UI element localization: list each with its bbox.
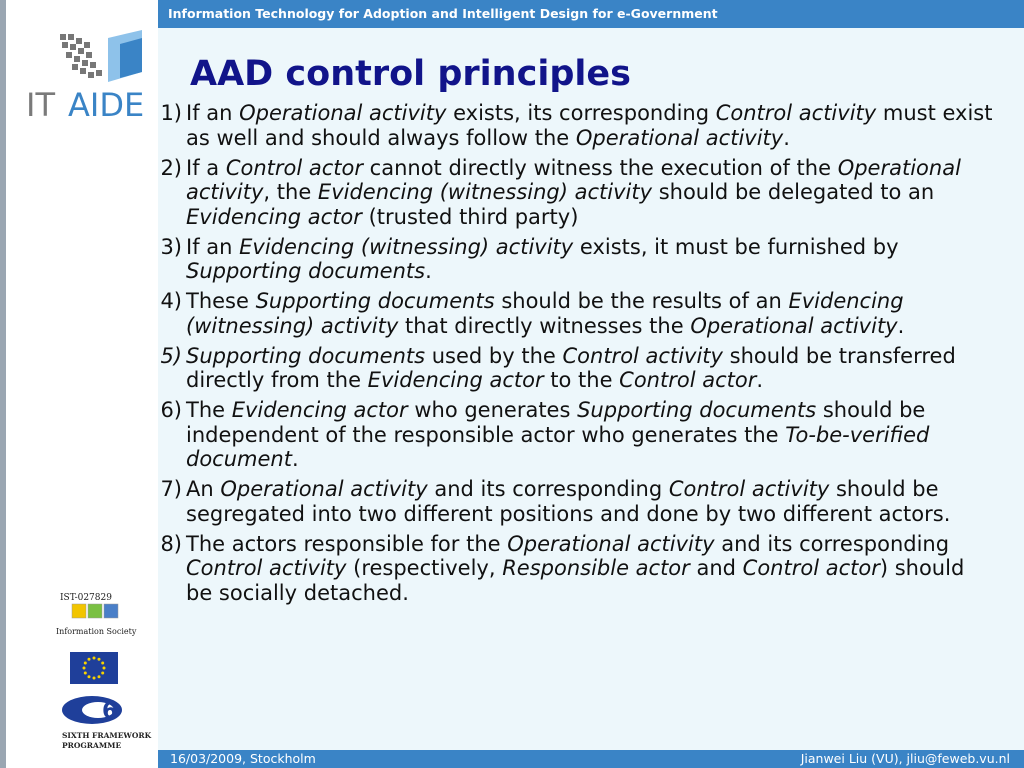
logo-blue-wing-dark <box>120 38 142 78</box>
page-title: AAD control principles <box>190 54 631 94</box>
principle-text: should be the results of an <box>494 289 789 313</box>
principle-term: Control actor <box>225 155 363 180</box>
principle-text: exists, its corresponding <box>446 101 716 125</box>
principle-term: Evidencing (witnessing) activity <box>186 289 904 338</box>
principle-text: If a <box>186 155 226 180</box>
principle-term: Supporting documents <box>186 259 426 283</box>
principle-text: should be delegated to an <box>652 180 935 204</box>
principle-text: ) should be socially detached. <box>186 556 965 605</box>
principle-text: The <box>186 398 232 422</box>
principle-item <box>160 289 995 338</box>
principle-text: cannot directly witness the execution of the <box>363 155 838 180</box>
principle-text: (trusted third party) <box>361 204 579 229</box>
principle-term: Operational activity <box>507 531 715 556</box>
principle-text: must exist as well and should always follow the <box>186 101 993 150</box>
principle-number: 2) <box>160 155 182 180</box>
principle-text: If an <box>186 101 240 125</box>
principle-term: Evidencing actor <box>367 368 544 392</box>
principle-term: Evidencing (witnessing) activity <box>239 234 574 259</box>
principle-number: 5) <box>160 343 182 368</box>
principle-text: . <box>291 447 299 471</box>
ist-code: IST-027829 <box>60 593 112 603</box>
principle-number: 3) <box>160 234 182 259</box>
principle-text: and its corresponding <box>714 531 950 556</box>
principle-term: Control activity <box>186 556 347 580</box>
principle-text: exists, it must be furnished by <box>573 234 899 259</box>
principle-text: that directly witnesses the <box>398 313 691 338</box>
principle-text: used by the <box>425 343 563 368</box>
principle-item <box>160 398 995 472</box>
principle-text: If an <box>186 234 240 259</box>
principle-item <box>160 235 995 284</box>
fp6-logo <box>58 692 152 752</box>
fp6-number: 6 <box>102 699 118 724</box>
principle-term: Operational activity <box>220 477 428 501</box>
footer-band <box>158 750 1024 768</box>
principle-text: . <box>756 368 764 392</box>
principle-text: to the <box>543 368 620 392</box>
principle-text: and <box>689 556 743 580</box>
principle-text: should be transferred directly from the <box>186 343 956 392</box>
header-banner-text: Information Technology for Adoption and Intelligent Design for e-Government <box>168 6 718 21</box>
principle-text: . <box>783 125 790 150</box>
principle-text: These <box>186 289 256 313</box>
principle-term: Supporting documents <box>186 343 426 368</box>
fp6-label-line1: SIXTH FRAMEWORK <box>62 731 152 740</box>
principle-number: 6) <box>160 398 182 422</box>
principle-term: Control actor <box>742 556 880 580</box>
principle-text: The actors responsible for the <box>186 531 508 556</box>
principle-number: 1) <box>160 101 182 125</box>
principle-item <box>160 532 995 606</box>
principle-text: should be segregated into two different positions and done by two different actors. <box>186 477 951 526</box>
principle-term: Responsible actor <box>502 556 690 580</box>
principle-text: who generates <box>407 398 578 422</box>
principle-term: To-be-verified document <box>186 422 930 471</box>
itaide-wordmark-prefix: IT <box>26 86 55 124</box>
principle-number: 8) <box>160 531 182 556</box>
principle-term: Evidencing (witnessing) activity <box>317 180 653 204</box>
principle-term: Operational activity <box>575 125 784 150</box>
principle-term: Supporting documents <box>577 398 817 422</box>
principle-text: . <box>897 313 905 338</box>
principle-text: should be independent of the responsible actor who generates the <box>186 398 926 447</box>
principle-number: 4) <box>160 289 182 313</box>
logo-grid-graphic <box>60 34 102 78</box>
principle-text: . <box>425 259 432 283</box>
eu-flag-icon <box>70 652 118 684</box>
info-society-label: Information Society <box>56 627 137 636</box>
principle-term: Control activity <box>715 101 877 125</box>
principle-text: An <box>186 477 221 501</box>
principle-text: and its corresponding <box>427 477 669 501</box>
principle-item <box>160 477 995 526</box>
principle-item <box>160 156 995 230</box>
principle-item <box>160 101 995 150</box>
principle-number: 7) <box>160 477 182 501</box>
fp6-label-line2: PROGRAMME <box>62 741 122 750</box>
principle-term: Operational activity <box>186 155 961 204</box>
principle-term: Operational activity <box>239 101 447 125</box>
itaide-wordmark-suffix: AIDE <box>68 86 145 124</box>
principle-text: , the <box>263 180 318 204</box>
footer-author: Jianwei Liu (VU), jliu@feweb.vu.nl <box>800 751 1010 766</box>
principle-term: Control activity <box>668 477 830 501</box>
footer-date-location: 16/03/2009, Stockholm <box>170 751 316 766</box>
principle-item <box>160 344 995 393</box>
principle-term: Control actor <box>619 368 757 392</box>
principle-term: Operational activity <box>690 313 898 338</box>
principle-term: Evidencing actor <box>231 398 408 422</box>
principle-term: Supporting documents <box>255 289 495 313</box>
principles-list <box>0 101 993 611</box>
principle-term: Evidencing actor <box>186 204 362 229</box>
header-band <box>158 0 1024 28</box>
principle-term: Control activity <box>562 343 723 368</box>
principle-text: (respectively, <box>346 556 503 580</box>
